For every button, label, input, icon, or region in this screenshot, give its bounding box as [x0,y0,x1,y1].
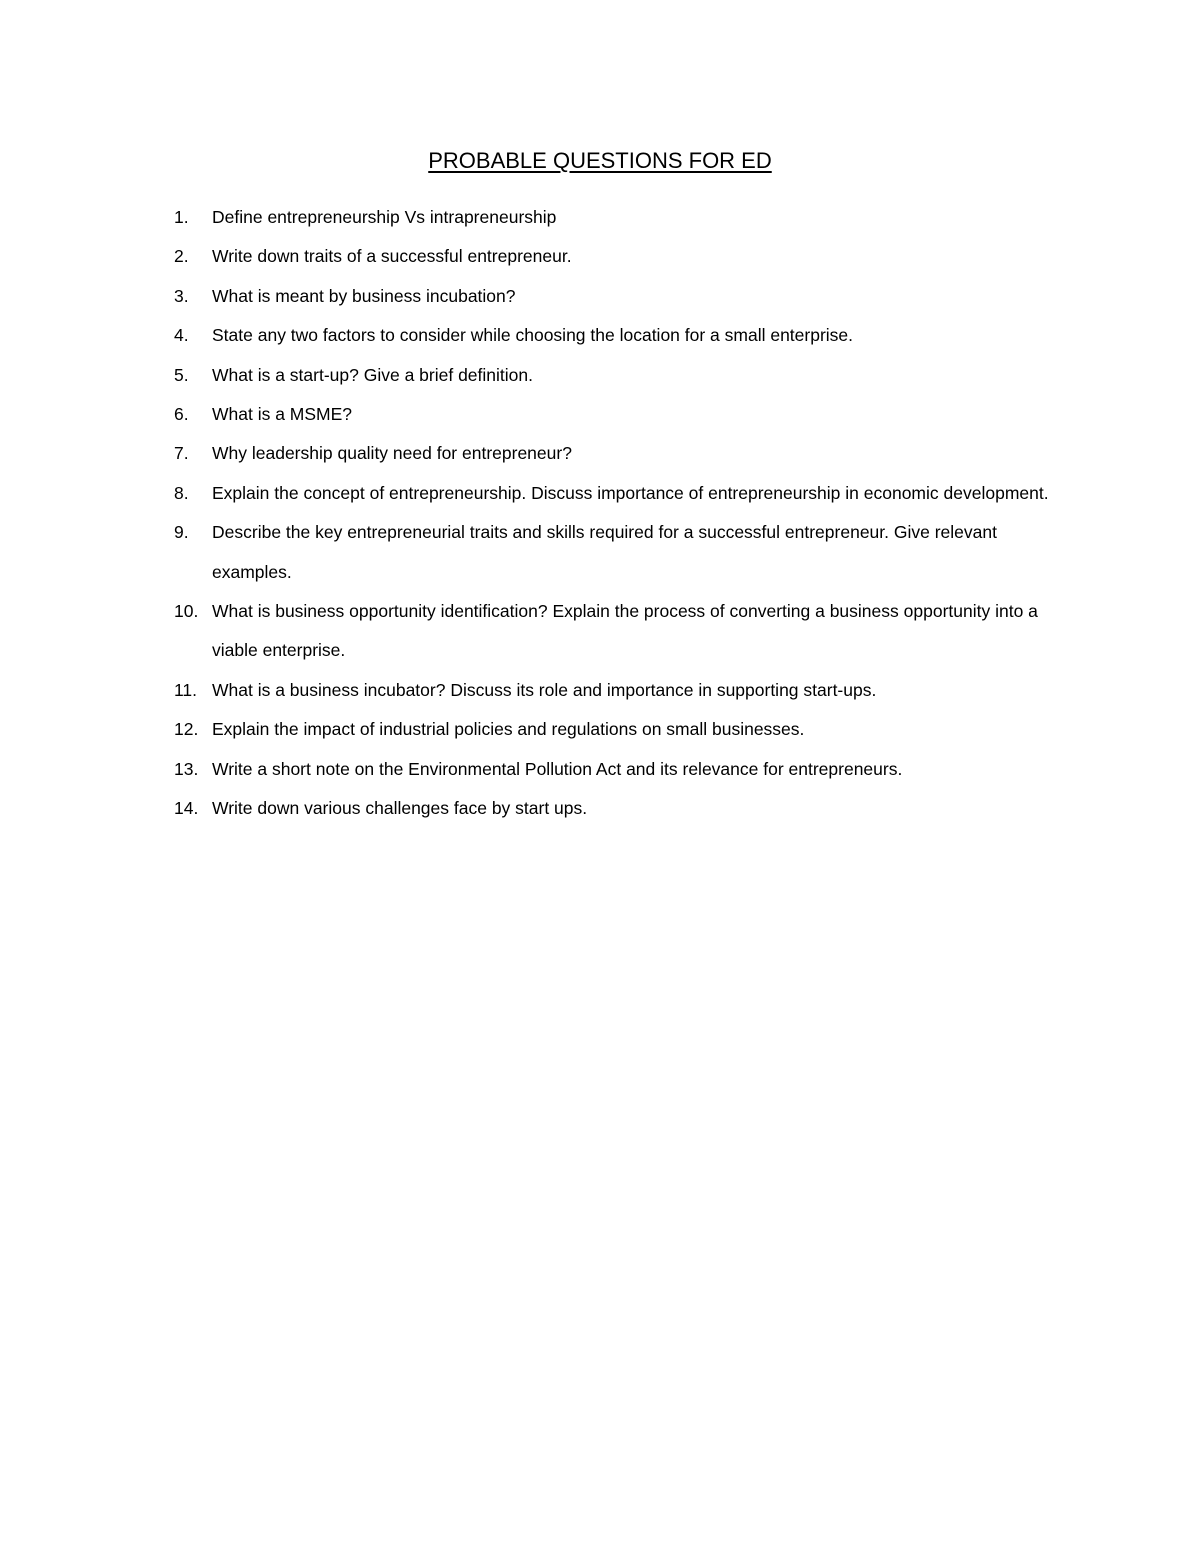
list-item [0,474,1052,513]
question-number: 12. [174,719,199,740]
list-item [0,513,1052,592]
question-text: Why leadership quality need for entrepreneur? [212,443,572,464]
question-text: What is a MSME? [212,404,353,425]
list-item [0,592,1052,671]
question-text: What is meant by business incubation? [212,285,516,306]
page-title-text: PROBABLE QUESTIONS FOR ED [428,148,772,173]
question-text: Describe the key entrepreneurial traits and skills required for a successful entrepreneur. Give relevant examples. [212,522,997,582]
question-text: What is a business incubator? Discuss its role and importance in supporting start-ups. [212,679,877,700]
question-text: Define entrepreneurship Vs intrapreneurship [212,207,557,227]
question-number: 11. [174,679,198,700]
question-text: Write down traits of a successful entrepreneur. [212,246,572,267]
question-number: 9. [174,522,189,543]
question-number: 3. [174,285,189,306]
question-text: State any two factors to consider while choosing the location for a small enterprise. [212,325,854,346]
question-number: 4. [174,325,189,346]
question-number: 2. [174,246,189,267]
list-item [0,198,1052,237]
list-item [0,237,1052,276]
question-number: 10. [174,601,199,622]
question-text: What is business opportunity identification? Explain the process of converting a business opportunity into a viable enterprise. [212,601,1038,661]
question-number: 8. [174,482,189,503]
question-number: 7. [174,443,189,464]
question-number: 13. [174,758,199,779]
question-number: 6. [174,404,189,425]
list-item [0,750,1052,789]
list-item [0,316,1052,355]
list-item [0,434,1052,473]
list-item [0,789,1052,828]
question-number: 1. [174,207,189,227]
list-item [0,710,1052,749]
question-number: 5. [174,364,189,385]
question-text: Write down various challenges face by start ups. [212,798,588,819]
list-item [0,671,1052,710]
question-list [0,198,1200,829]
list-item [0,395,1052,434]
question-text: What is a start-up? Give a brief definition. [212,364,533,385]
page-title [0,146,1200,176]
question-number: 14. [174,798,199,819]
list-item [0,356,1052,395]
list-item [0,277,1052,316]
question-text: Explain the concept of entrepreneurship. Discuss importance of entrepreneurship in economic development. [212,482,1049,503]
question-text: Explain the impact of industrial policies and regulations on small businesses. [212,719,805,740]
question-text: Write a short note on the Environmental Pollution Act and its relevance for entrepreneurs. [212,758,903,779]
